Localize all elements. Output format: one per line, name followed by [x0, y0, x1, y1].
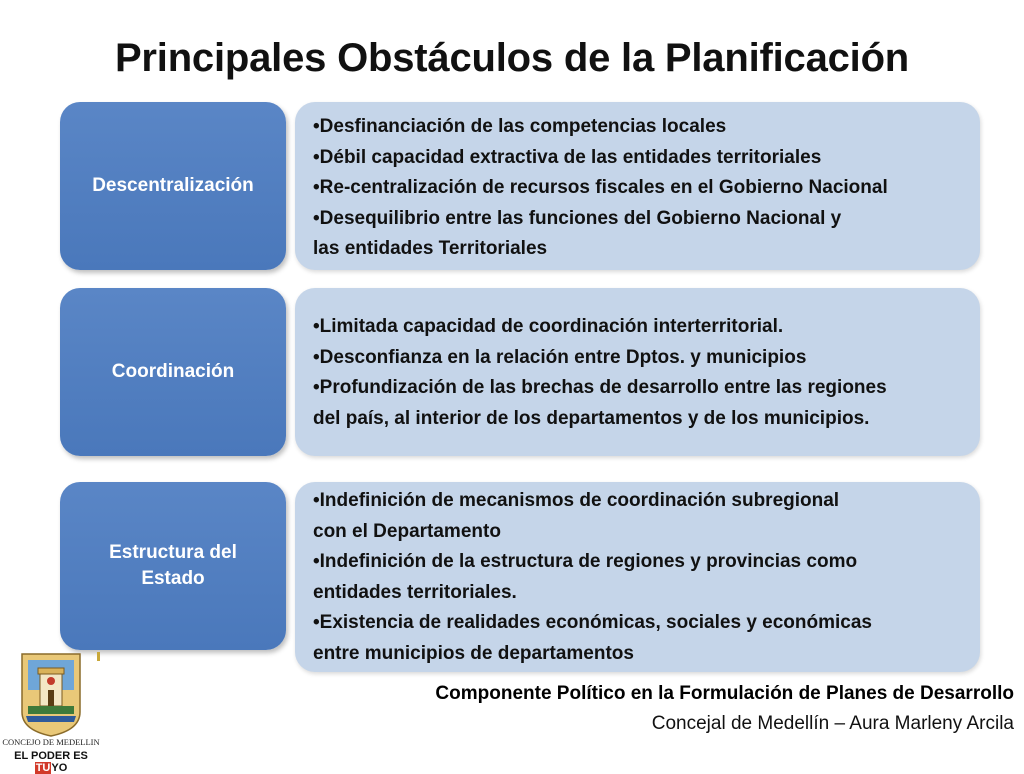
category-box [60, 482, 286, 650]
obstacle-line: entidades territoriales. [313, 581, 517, 603]
category-box [60, 288, 286, 456]
footer-author: Concejal de Medellín – Aura Marleny Arcila [651, 713, 1014, 734]
obstacle-line: con el Departamento [313, 520, 501, 542]
obstacle-row-coordinacion [60, 288, 980, 456]
obstacle-line: del país, al interior de los departamentos y de los municipios. [313, 407, 870, 429]
logo-caption: CONCEJO DE MEDELLIN [2, 737, 100, 747]
obstacle-line: •Limitada capacidad de coordinación interterritorial. [313, 316, 784, 337]
obstacle-line: •Re-centralización de recursos fiscales en el Gobierno Nacional [313, 177, 888, 198]
logo-slogan-highlight: TU [35, 762, 51, 774]
logo-slogan [0, 750, 102, 774]
obstacle-line: •Existencia de realidades económicas, sociales y económicas [313, 612, 872, 633]
obstacle-list-box [295, 482, 980, 672]
obstacle-line: •Indefinición de la estructura de regiones y provincias como [313, 551, 858, 572]
obstacle-line: •Desconfianza en la relación entre Dptos. y municipios [313, 346, 807, 368]
category-label: Coordinación [111, 361, 235, 383]
obstacle-line: entre municipios de departamentos [313, 642, 634, 664]
logo-slogan-part: EL PODER ES [14, 750, 88, 762]
obstacle-line: las entidades Territoriales [313, 238, 548, 259]
category-label: Descentralización [92, 175, 254, 197]
category-label: Estructura del Estado [109, 542, 237, 589]
obstacle-row-descentralizacion [60, 102, 980, 270]
category-box [60, 102, 286, 270]
obstacle-line: •Desequilibrio entre las funciones del Gobierno Nacional y [313, 207, 842, 229]
obstacle-list-box [295, 288, 980, 456]
obstacle-list-box [295, 102, 980, 270]
obstacle-line: •Indefinición de mecanismos de coordinación subregional [313, 490, 840, 511]
obstacle-line: •Profundización de las brechas de desarrollo entre las regiones [313, 377, 887, 398]
obstacle-line: •Débil capacidad extractiva de las entidades territoriales [313, 146, 822, 168]
logo-slogan-part: YO [51, 762, 68, 774]
obstacle-line: •Desfinanciación de las competencias locales [313, 116, 727, 137]
footer-title: Componente Político en la Formulación de Planes de Desarrollo [435, 683, 1014, 704]
page-title: Principales Obstáculos de la Planificación [114, 36, 910, 80]
obstacle-row-estructura-del-estado [60, 482, 980, 672]
